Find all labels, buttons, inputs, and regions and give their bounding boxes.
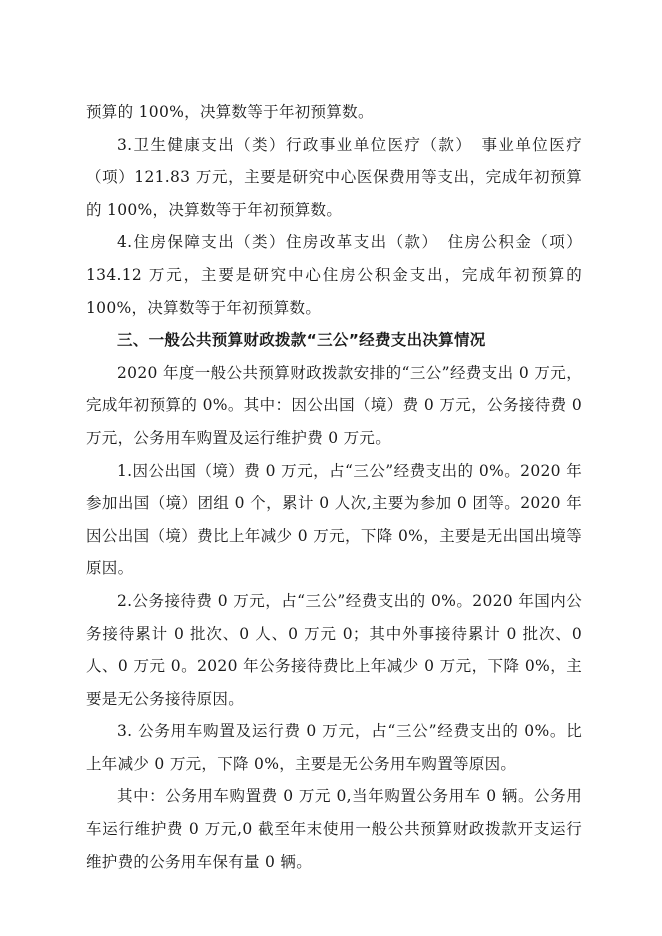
paragraph-continuation: 预算的 100%，决算数等于年初预算数。 xyxy=(86,103,374,121)
section-heading-three-public: 三、一般公共预算财政拨款“三公”经费支出决算情况 xyxy=(117,331,486,350)
paragraph-official-reception: 2.公务接待费 0 万元，占“三公”经费支出的 0%。2020 年国内公务接待累计 0 批次、0 人、0 万元 0；其中外事接待累计 0 批次、0 人、0 万元 0。2020 年公务接待费比上年减少 0 万元，下降 0%，主要是无公务接待原因。 xyxy=(86,591,582,708)
paragraph-vehicle-details: 其中：公务用车购置费 0 万元 0,当年购置公务用车 0 辆。公务用车运行维护费 0 万元,0 截至年末使用一般公共预算财政拨款开支运行维护费的公务用车保有量 0 辆。 xyxy=(86,787,582,871)
paragraph-three-public-summary: 2020 年度一般公共预算财政拨款安排的“三公”经费支出 0 万元，完成年初预算的 0%。其中：因公出国（境）费 0 万元，公务接待费 0 万元，公务用车购置及运行维护费 0 万元。 xyxy=(86,363,582,447)
paragraph-official-vehicles: 3. 公务用车购置及运行费 0 万元，占“三公”经费支出的 0%。比上年减少 0 万元，下降 0%，主要是无公务用车购置等原因。 xyxy=(86,722,582,773)
paragraph-health-expenditure: 3.卫生健康支出（类）行政事业单位医疗（款） 事业单位医疗（项）121.83 万元，主要是研究中心医保费用等支出，完成年初预算的 100%，决算数等于年初预算数。 xyxy=(86,135,582,219)
document-page xyxy=(86,96,582,878)
paragraph-housing-expenditure: 4.住房保障支出（类）住房改革支出（款） 住房公积金（项）134.12 万元，主要是研究中心住房公积金支出，完成年初预算的 100%，决算数等于年初预算数。 xyxy=(86,233,582,317)
paragraph-overseas-travel: 1.因公出国（境）费 0 万元，占“三公”经费支出的 0%。2020 年参加出国（境）团组 0 个，累计 0 人次,主要为参加 0 团等。2020 年因公出国（境）费比上年减少 0 万元，下降 0%，主要是无出国出境等原因。 xyxy=(86,461,582,578)
